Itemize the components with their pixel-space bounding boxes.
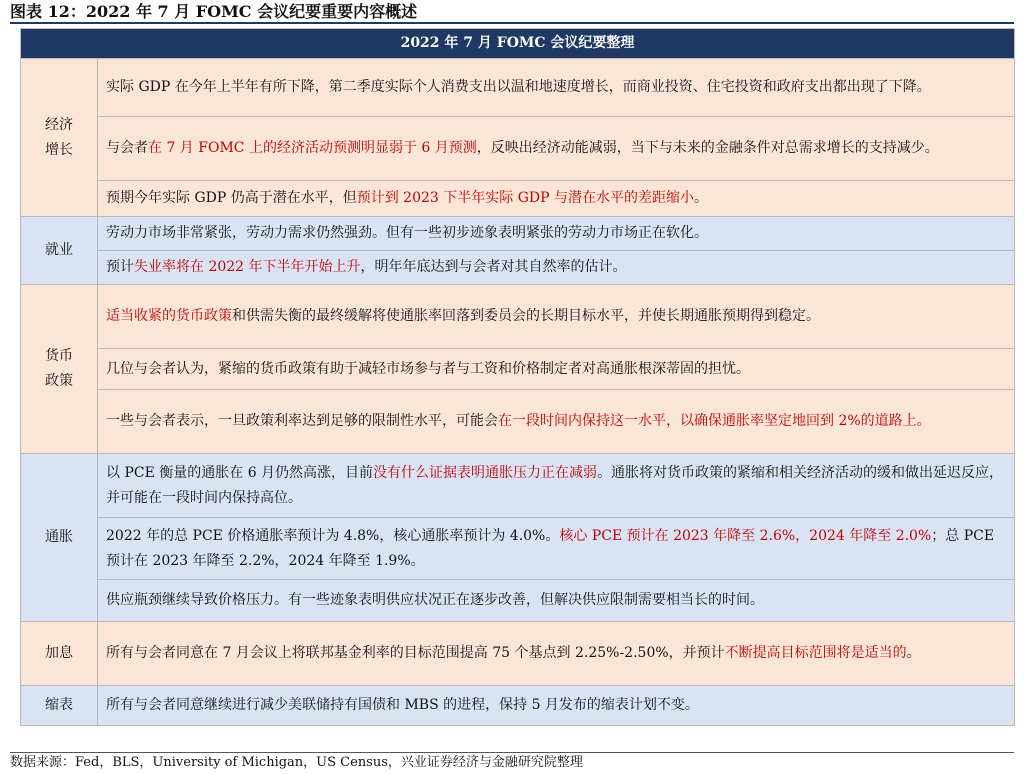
table-row — [21, 454, 1015, 518]
highlight-text: 失业率将在 2022 年下半年开始上升 — [134, 259, 361, 275]
qt-row-1: 所有与会者同意继续进行减少美联储持有国债和 MBS 的进程，保持 5 月发布的缩表计划不变。 — [98, 686, 1015, 726]
data-source-note: 数据来源：Fed，BLS，University of Michigan，US Census，兴业证券经济与金融研究院整理 — [10, 752, 1014, 772]
highlight-text: 不断提高目标范围将是适当的 — [724, 645, 907, 661]
table-row — [21, 518, 1015, 580]
text-segment: 。通胀将对货币政策的紧缩和相关经济活动的缓和做出延迟反应，并可能在一段时间内保持高位。 — [106, 464, 1004, 506]
highlight-text: 没有什么证据表明通胀压力正在减弱 — [373, 464, 598, 481]
highlight-text: 预计到 2023 下半年实际 GDP 与潜在水平的差距缩小 — [356, 190, 694, 206]
table-row — [21, 59, 1015, 117]
rate-hike-row-1 — [98, 622, 1015, 686]
text-segment: 以 PCE 衡量的通胀在 6 月仍然高涨，目前 — [106, 464, 374, 481]
text-segment: ，反映出经济动能减弱，当下与未来的金融条件对总需求增长的支持减少。 — [476, 140, 939, 156]
text-segment: ，明年年底达到与会者对其自然率的估计。 — [360, 259, 627, 275]
text-segment: 一些与会者表示，一旦政策利率达到足够的限制性水平，可能会 — [106, 413, 498, 429]
monetary-row-2: 几位与会者认为，紧缩的货币政策有助于减轻市场参与者与工资和价格制定者对高通胀根深蒂固的担忧。 — [98, 349, 1015, 390]
fomc-minutes-table — [20, 28, 1015, 726]
table-row — [21, 580, 1015, 622]
table-header-row — [21, 29, 1015, 59]
table-header: 2022 年 7 月 FOMC 会议纪要整理 — [21, 29, 1015, 59]
growth-row-3 — [98, 181, 1015, 217]
category-growth: 经济 增长 — [21, 59, 98, 217]
table-row — [21, 285, 1015, 349]
category-employment: 就业 — [21, 217, 98, 285]
inflation-row-1 — [98, 454, 1015, 518]
text-segment: 所有与会者同意在 7 月会议上将联邦基金利率的目标范围提高 75 个基点到 2.25%-2.50%，并预计 — [106, 645, 725, 661]
table-row — [21, 217, 1015, 251]
figure-title: 图表 12：2022 年 7 月 FOMC 会议纪要重要内容概述 — [10, 2, 1014, 24]
inflation-row-3: 供应瓶颈继续导致价格压力。有一些迹象表明供应状况正在逐步改善，但解决供应限制需要相当长的时间。 — [98, 580, 1015, 622]
table-row — [21, 349, 1015, 390]
text-segment: 2022 年的总 PCE 价格通胀率预计为 4.8%，核心通胀率预计为 4.0%。 — [106, 527, 560, 544]
monetary-row-1 — [98, 285, 1015, 349]
table-row — [21, 251, 1015, 285]
text-segment: 与会者 — [106, 140, 148, 156]
text-segment: 预期今年实际 GDP 仍高于潜在水平，但 — [106, 190, 357, 206]
text-segment: 和供需失衡的最终缓解将使通胀率回落到委员会的长期目标水平，并使长期通胀预期得到稳定。 — [232, 308, 820, 324]
text-segment: 。 — [906, 645, 921, 661]
category-monetary-policy: 货币 政策 — [21, 285, 98, 454]
growth-row-1: 实际 GDP 在今年上半年有所下降，第二季度实际个人消费支出以温和地速度增长，而商业投资、住宅投资和政府支出都出现了下降。 — [98, 59, 1015, 117]
employment-row-2 — [98, 251, 1015, 285]
table-row — [21, 117, 1015, 181]
text-segment: ；总 PCE 预计在 2023 年降至 2.2%，2024 年降至 1.9%。 — [106, 527, 995, 569]
table-row — [21, 686, 1015, 726]
text-segment: 。 — [694, 190, 708, 206]
growth-row-2 — [98, 117, 1015, 181]
table-row — [21, 622, 1015, 686]
monetary-row-3 — [98, 390, 1015, 454]
table-row — [21, 390, 1015, 454]
category-rate-hike: 加息 — [21, 622, 98, 686]
category-inflation: 通胀 — [21, 454, 98, 622]
inflation-row-2 — [98, 518, 1015, 580]
text-segment: 预计 — [106, 259, 134, 275]
highlight-text: 在 7 月 FOMC 上的经济活动预测明显弱于 6 月预测 — [148, 140, 477, 156]
highlight-text: 适当收紧的货币政策 — [106, 308, 232, 324]
highlight-text: 核心 PCE 预计在 2023 年降至 2.6%，2024 年降至 2.0% — [559, 527, 932, 544]
highlight-text: 在一段时间内保持这一水平，以确保通胀率坚定地回到 2%的道路上。 — [498, 413, 931, 429]
category-qt: 缩表 — [21, 686, 98, 726]
table-row — [21, 181, 1015, 217]
employment-row-1: 劳动力市场非常紧张，劳动力需求仍然强劲。但有一些初步迹象表明紧张的劳动力市场正在软化。 — [98, 217, 1015, 251]
